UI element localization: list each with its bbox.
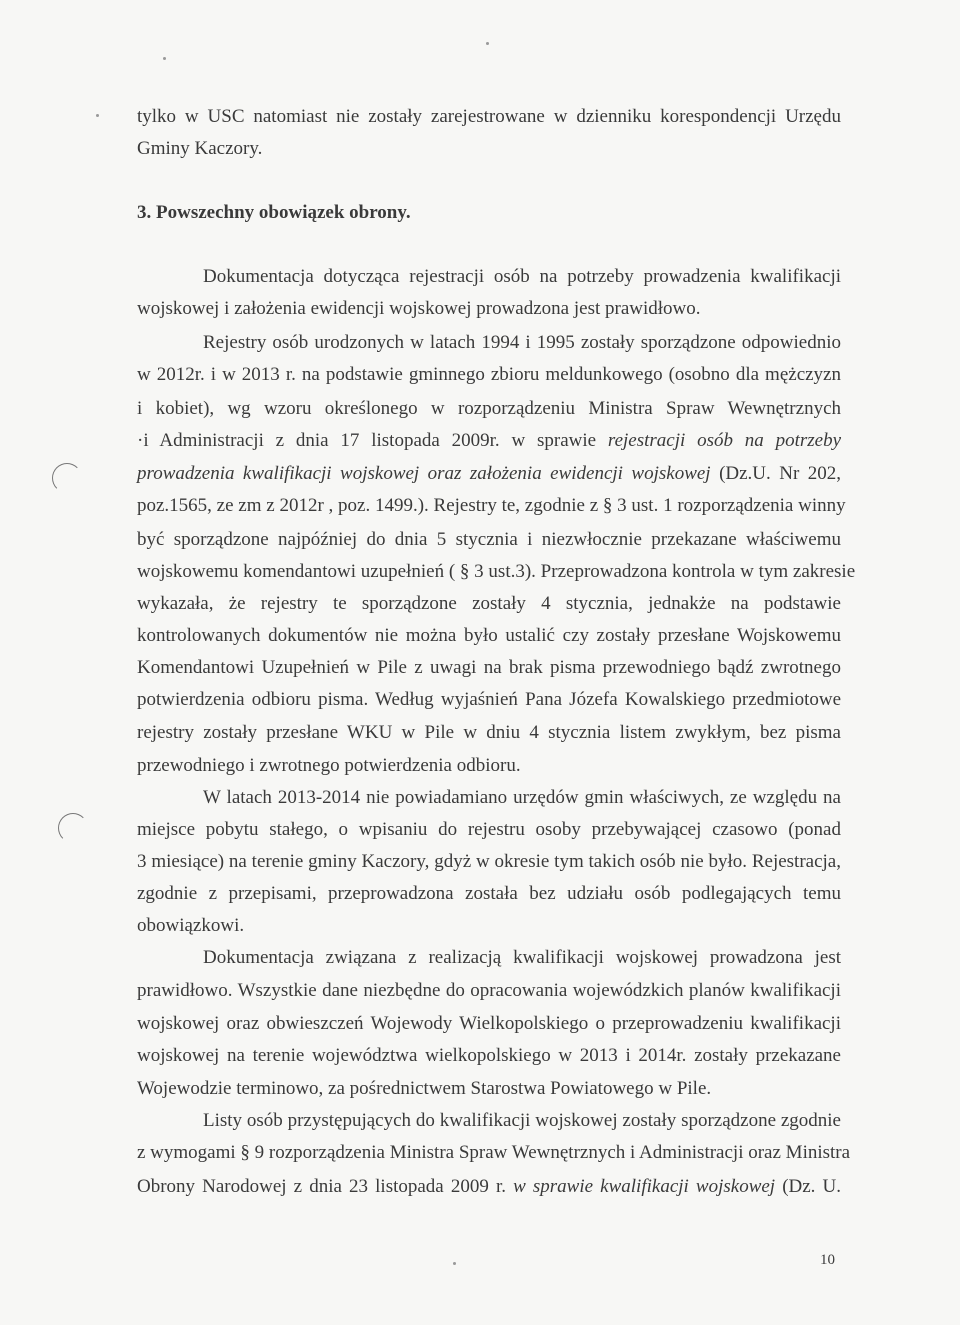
scan-speck <box>453 1262 456 1265</box>
text-line: Listy osób przystępujących do kwalifikacji wojskowej zostały sporządzone zgodnie <box>203 1110 841 1131</box>
italic-run: w sprawie kwalifikacji wojskowej <box>513 1176 776 1197</box>
section-heading: 3. Powszechny obowiązek obrony. <box>137 202 411 223</box>
text-line: potwierdzenia odbioru pisma. Według wyjaśnień Pana Józefa Kowalskiego przedmiotowe <box>137 689 841 710</box>
page-number: 10 <box>820 1252 835 1268</box>
text-line: Komendantowi Uzupełnień w Pile z uwagi na brak pisma przewodniego bądź zwrotnego <box>137 657 841 678</box>
scan-speck <box>486 42 489 45</box>
italic-run: rejestracji osób na potrzeby <box>607 430 842 451</box>
text-line: prawidłowo. Wszystkie dane niezbędne do opracowania wojewódzkich planów kwalifikacji <box>137 980 841 1001</box>
text-line: wykazała, że rejestry te sporządzone zostały 4 stycznia, jednakże na podstawie <box>137 593 841 614</box>
text-line: być sporządzone najpóźniej do dnia 5 stycznia i niezwłocznie przekazane właściwemu <box>137 529 841 550</box>
scan-speck <box>163 57 166 60</box>
text-line: tylko w USC natomiast nie zostały zarejestrowane w dzienniku korespondencji Urzędu <box>137 106 841 127</box>
italic-run: prowadzenia kwalifikacji wojskowej oraz założenia ewidencji wojskowej <box>137 463 711 484</box>
text-line: poz.1565, ze zm z 2012r , poz. 1499.). Rejestry te, zgodnie z § 3 ust. 1 rozporządzenia winny <box>137 495 846 516</box>
text-line: Dokumentacja związana z realizacją kwalifikacji wojskowej prowadzona jest <box>203 947 841 968</box>
text-line: wojskowej oraz obwieszczeń Wojewody Wielkopolskiego o przeprowadzeniu kwalifikacji <box>137 1013 841 1034</box>
text-line: wojskowej i założenia ewidencji wojskowej prowadzona jest prawidłowo. <box>137 298 701 319</box>
text-line: kontrolowanych dokumentów nie można było ustalić czy zostały przesłane Wojskowemu <box>137 625 841 646</box>
text-line: Gminy Kaczory. <box>137 138 263 159</box>
text-line: W latach 2013-2014 nie powiadamiano urzędów gmin właściwych, ze względu na <box>203 787 841 808</box>
text-line: Dokumentacja dotycząca rejestracji osób na potrzeby prowadzenia kwalifikacji <box>203 266 841 287</box>
text-line <box>137 429 841 453</box>
text-line: Rejestry osób urodzonych w latach 1994 i 1995 zostały sporządzone odpowiednio <box>203 332 841 353</box>
text-line: 3 miesiące) na terenie gminy Kaczory, gdyż w okresie tym takich osób nie było. Rejestracja, <box>137 851 841 872</box>
binder-hole-mark <box>58 813 88 843</box>
text-line: obowiązkowi. <box>137 915 245 936</box>
text-line: Wojewodzie terminowo, za pośrednictwem Starostwa Powiatowego w Pile. <box>137 1078 712 1099</box>
text-run: ·i Administracji z dnia 17 listopada 2009r. w sprawie <box>137 430 597 451</box>
text-line: i kobiet), wg wzoru określonego w rozporządzeniu Ministra Spraw Wewnętrznych <box>137 398 841 419</box>
text-run: (Dz.U. Nr 202, <box>719 463 841 484</box>
text-line: przewodniego i zwrotnego potwierdzenia odbioru. <box>137 755 521 776</box>
text-run: Obrony Narodowej z dnia 23 listopada 2009 r. <box>137 1176 506 1197</box>
scan-speck <box>96 114 99 117</box>
text-line: w 2012r. i w 2013 r. na podstawie gminnego zbioru meldunkowego (osobno dla mężczyzn <box>137 364 841 385</box>
binder-hole-mark <box>52 463 82 493</box>
text-line: zgodnie z przepisami, przeprowadzona została bez udziału osób podlegających temu <box>137 883 841 904</box>
text-line <box>137 462 841 486</box>
text-line: z wymogami § 9 rozporządzenia Ministra Spraw Wewnętrznych i Administracji oraz Ministra <box>137 1142 851 1163</box>
text-line: miejsce pobytu stałego, o wpisaniu do rejestru osoby przebywającej czasowo (ponad <box>137 819 841 840</box>
text-run: (Dz. U. <box>782 1176 842 1197</box>
text-line: rejestry zostały przesłane WKU w Pile w dniu 4 stycznia listem zwykłym, bez pisma <box>137 722 841 743</box>
text-line <box>137 1175 841 1199</box>
text-line: wojskowej na terenie województwa wielkopolskiego w 2013 i 2014r. zostały przekazane <box>137 1045 841 1066</box>
text-line: wojskowemu komendantowi uzupełnień ( § 3 ust.3). Przeprowadzona kontrola w tym zakresie <box>137 561 856 582</box>
